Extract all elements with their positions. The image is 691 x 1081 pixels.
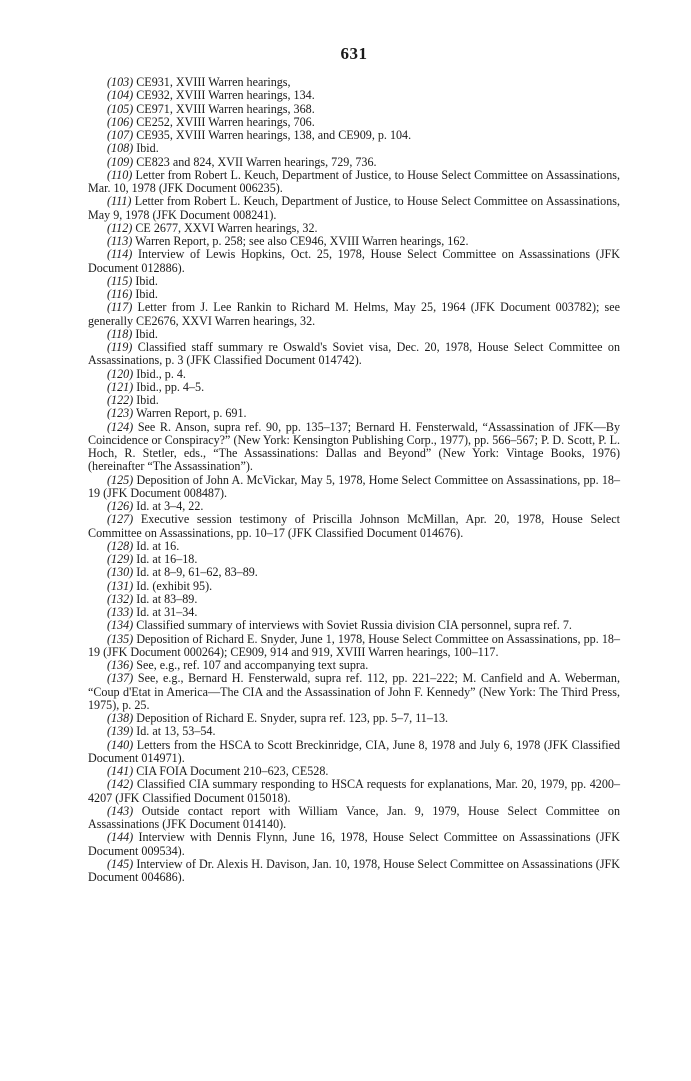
endnote-text: Classified CIA summary responding to HSCA requests for explanations, Mar. 20, 1979, pp. 4200–4207 (JFK Classified Document 015018). <box>88 777 620 805</box>
endnote <box>88 778 620 805</box>
endnote-text: Id. at 16–18. <box>136 552 198 566</box>
endnote-text: Warren Report, p. 691. <box>136 406 247 421</box>
endnote <box>88 129 620 142</box>
endnote-number: (104) <box>107 88 134 103</box>
endnote-number: (136) <box>107 658 134 672</box>
endnote-text: CE971, XVIII Warren hearings, 368. <box>136 101 315 116</box>
endnote-text: Id. at 83–89. <box>136 591 198 606</box>
endnote <box>88 116 620 129</box>
endnote-text: Letter from Robert L. Keuch, Department of Justice, to House Select Committee on Assassinations, May 9, 1978 (JFK Document 008241). <box>88 194 620 222</box>
endnote-number: (138) <box>107 711 134 725</box>
endnote <box>88 235 620 248</box>
endnote-text: Id. at 3–4, 22. <box>136 499 204 513</box>
endnote-number: (117) <box>107 300 133 315</box>
endnote-text: Deposition of John A. McVickar, May 5, 1978, Home Select Committee on Assassinations, pp. 18–19 (JFK Document 008487). <box>88 472 620 500</box>
endnote-number: (108) <box>107 141 134 156</box>
endnote <box>88 248 620 275</box>
endnote-text: Ibid., pp. 4–5. <box>136 379 205 394</box>
endnote-number: (109) <box>107 154 134 169</box>
endnote-number: (130) <box>107 565 134 580</box>
endnote-text: Interview with Dennis Flynn, June 16, 1978, House Select Committee on Assassinations (JFK Document 009534). <box>88 830 620 858</box>
endnote-text: Classified summary of interviews with Soviet Russia division CIA personnel, supra ref. 7. <box>136 618 572 633</box>
endnote-text: Deposition of Richard E. Snyder, supra ref. 123, pp. 5–7, 11–13. <box>136 711 449 725</box>
endnote <box>88 288 620 301</box>
endnote <box>88 712 620 725</box>
endnote-number: (119) <box>107 340 133 354</box>
endnote <box>88 407 620 420</box>
endnote-text: See R. Anson, supra ref. 90, pp. 135–137; Bernard H. Fensterwald, “Assassination of JFK—By Coincidence or Conspiracy?” (New York: Kensington Publishing Corp., 1977), pp. 566–567; P. D. Scott, P. L. Hoch, R. Stetler, eds., “The Assassinations: Dallas and Beyond” (New York: Vintage Books, 1976) (hereinafter “The Assassination”). <box>88 419 621 474</box>
endnote <box>88 341 620 368</box>
endnote-number: (116) <box>107 287 133 301</box>
endnote-text: Letter from J. Lee Rankin to Richard M. Helms, May 25, 1964 (JFK Document 003782); see generally CE2676, XXVI Warren hearings, 32. <box>88 300 620 328</box>
endnote-text: Ibid. <box>135 326 158 341</box>
endnote-number: (114) <box>107 247 133 262</box>
endnote <box>88 381 620 394</box>
endnote-number: (144) <box>107 830 134 845</box>
endnote-text: Ibid. <box>135 287 158 301</box>
endnote-text: Executive session testimony of Priscilla Johnson McMillan, Apr. 20, 1978, House Select Committee on Assassinations, pp. 10–17 (JFK Classified Document 014676). <box>88 512 620 540</box>
endnote <box>88 633 620 660</box>
endnote <box>88 301 620 328</box>
endnote <box>88 394 620 407</box>
endnote-text: Interview of Dr. Alexis H. Davison, Jan. 10, 1978, House Select Committee on Assassinations (JFK Document 004686). <box>88 856 620 884</box>
endnote <box>88 89 620 102</box>
endnote-number: (124) <box>107 419 134 434</box>
endnote <box>88 619 620 632</box>
endnote-text: CE823 and 824, XVII Warren hearings, 729, 736. <box>136 154 377 169</box>
endnote <box>88 513 620 540</box>
endnote-number: (128) <box>107 538 134 553</box>
endnote-number: (110) <box>107 167 133 182</box>
endnote-text: See, e.g., ref. 107 and accompanying text supra. <box>136 658 369 672</box>
endnote <box>88 725 620 738</box>
endnote-number: (132) <box>107 591 134 606</box>
page-number: 631 <box>340 44 368 63</box>
endnote-number: (115) <box>107 273 133 288</box>
endnote <box>88 421 620 474</box>
endnote-text: Id. at 8–9, 61–62, 83–89. <box>136 565 258 580</box>
endnote <box>88 672 620 712</box>
endnote-text: Id. at 31–34. <box>136 605 198 619</box>
endnote-number: (143) <box>107 803 134 818</box>
endnote-number: (118) <box>107 326 133 341</box>
endnote-text: See, e.g., Bernard H. Fensterwald, supra ref. 112, pp. 221–222; M. Canfield and A. Weberman, “Coup d'Etat in America—The CIA and the Assassination of John F. Kennedy” (New York: The Third Press, 1975), p. 25. <box>88 671 620 712</box>
endnote-number: (112) <box>107 220 133 235</box>
endnote-number: (111) <box>107 194 132 209</box>
endnote-number: (141) <box>107 764 134 778</box>
endnote <box>88 156 620 169</box>
endnote-number: (140) <box>107 737 134 752</box>
endnotes-list <box>88 76 620 884</box>
endnote-text: Classified staff summary re Oswald's Soviet visa, Dec. 20, 1978, House Select Committee on Assassinations, p. 3 (JFK Classified Document 014742). <box>88 340 621 368</box>
endnote <box>88 103 620 116</box>
endnote-number: (120) <box>107 366 134 381</box>
endnote <box>88 195 620 222</box>
endnote-text: Id. at 16. <box>136 538 180 553</box>
endnote-number: (121) <box>107 379 134 394</box>
endnote-text: Interview of Lewis Hopkins, Oct. 25, 1978, House Select Committee on Assassinations (JFK Document 012886). <box>88 247 620 275</box>
endnote-text: Ibid., p. 4. <box>136 366 186 381</box>
endnote-number: (133) <box>107 605 134 619</box>
endnote-text: Warren Report, p. 258; see also CE946, XVIII Warren hearings, 162. <box>135 234 469 248</box>
endnote <box>88 76 620 89</box>
endnote <box>88 500 620 513</box>
endnote <box>88 580 620 593</box>
document-page <box>88 44 620 884</box>
endnote-text: Id. at 13, 53–54. <box>136 724 216 739</box>
endnote-text: CIA FOIA Document 210–623, CE528. <box>136 764 329 778</box>
endnote-number: (103) <box>107 75 134 89</box>
endnote-text: Letter from Robert L. Keuch, Department of Justice, to House Select Committee on Assassinations, Mar. 10, 1978 (JFK Document 006235). <box>88 167 620 195</box>
endnote-text: Ibid. <box>136 141 159 156</box>
endnote-number: (129) <box>107 552 134 566</box>
endnote <box>88 169 620 196</box>
endnote-number: (107) <box>107 128 134 142</box>
endnote-number: (113) <box>107 234 133 248</box>
endnote <box>88 275 620 288</box>
endnote-number: (123) <box>107 406 134 421</box>
endnote-number: (105) <box>107 101 134 116</box>
endnote-number: (137) <box>107 671 134 686</box>
endnote <box>88 805 620 832</box>
endnote <box>88 831 620 858</box>
endnote <box>88 765 620 778</box>
endnote <box>88 659 620 672</box>
endnote-number: (122) <box>107 393 134 407</box>
endnote <box>88 566 620 579</box>
endnote-number: (127) <box>107 512 134 527</box>
endnote <box>88 328 620 341</box>
endnote <box>88 222 620 235</box>
endnote-number: (106) <box>107 114 134 129</box>
endnote <box>88 540 620 553</box>
endnote <box>88 858 620 885</box>
endnote-number: (142) <box>107 777 134 792</box>
endnote <box>88 606 620 619</box>
endnote-number: (135) <box>107 631 134 646</box>
endnote-number: (125) <box>107 472 134 487</box>
endnote <box>88 593 620 606</box>
endnote-text: CE935, XVIII Warren hearings, 138, and CE909, p. 104. <box>136 128 412 142</box>
endnote-text: Ibid. <box>136 393 159 407</box>
endnote <box>88 553 620 566</box>
endnote-text: Outside contact report with William Vance, Jan. 9, 1979, House Select Committee on Assassinations (JFK Document 014140). <box>88 803 620 831</box>
endnote-text: Letters from the HSCA to Scott Breckinridge, CIA, June 8, 1978 and July 6, 1978 (JFK Classified Document 014971). <box>88 737 620 765</box>
endnote-number: (134) <box>107 618 134 633</box>
endnote-text: CE932, XVIII Warren hearings, 134. <box>136 88 315 103</box>
endnote-number: (126) <box>107 499 134 513</box>
endnote-number: (145) <box>107 856 134 871</box>
endnote <box>88 368 620 381</box>
endnote-text: Id. (exhibit 95). <box>136 578 213 593</box>
endnote-text: CE252, XVIII Warren hearings, 706. <box>136 114 315 129</box>
endnote-text: Ibid. <box>135 273 158 288</box>
endnote <box>88 142 620 155</box>
endnote <box>88 739 620 766</box>
endnote <box>88 474 620 501</box>
endnote-text: CE 2677, XXVI Warren hearings, 32. <box>135 220 318 235</box>
endnote-number: (139) <box>107 724 134 739</box>
endnote-number: (131) <box>107 578 134 593</box>
endnote-text: Deposition of Richard E. Snyder, June 1, 1978, House Select Committee on Assassinations, pp. 18–19 (JFK Document 000264); CE909, 914 and 919, XVIII Warren hearings, 100–117. <box>88 631 620 659</box>
endnote-text: CE931, XVIII Warren hearings, <box>136 75 291 89</box>
